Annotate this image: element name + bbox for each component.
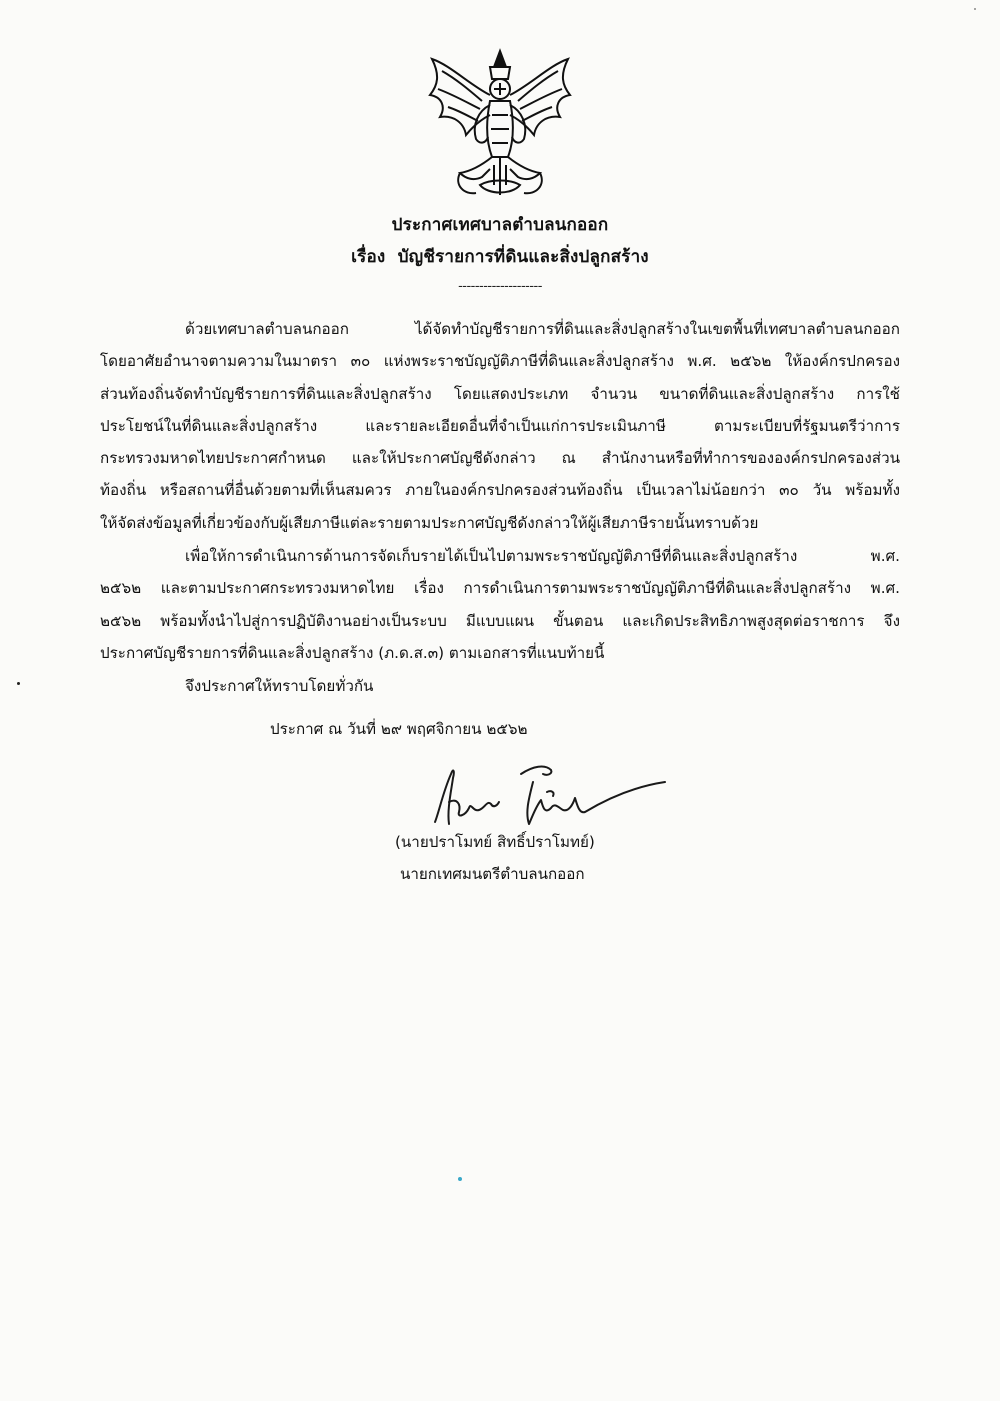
announcement-subject — [0, 243, 1000, 270]
garuda-emblem-icon — [420, 45, 580, 205]
paragraph-1-line: ให้จัดส่งข้อมูลที่เกี่ยวข้องกับผู้เสียภาษีแต่ละรายตามประกาศบัญชีดังกล่าวให้ผู้เสียภาษีรายนั้นทราบด้วย — [100, 513, 759, 532]
signatory-name: (นายปราโมทย์ สิทธิ์ปราโมทย์) — [395, 833, 595, 851]
scan-speck — [458, 1177, 462, 1181]
paragraph-2-line: เพื่อให้การดำเนินการด้านการจัดเก็บรายได้เป็นไปตามพระราชบัญญัติภาษีที่ดินและสิ่งปลูกสร้าง พ.ศ. — [185, 547, 900, 565]
paragraph-1-line: ส่วนท้องถิ่นจัดทำบัญชีรายการที่ดินและสิ่งปลูกสร้าง โดยแสดงประเภท จำนวน ขนาดที่ดินและสิ่งปลูกสร้าง การใช้ — [100, 384, 900, 403]
signatory-position: นายกเทศมนตรีตำบลนกออก — [400, 865, 585, 883]
scan-speck — [17, 682, 20, 685]
paragraph-2-line: ประกาศบัญชีรายการที่ดินและสิ่งปลูกสร้าง (ภ.ด.ส.๓) ตามเอกสารที่แนบท้ายนี้ — [100, 643, 605, 662]
paragraph-2 — [100, 540, 900, 669]
paragraph-1-line: ด้วยเทศบาลตำบลนกออก ได้จัดทำบัญชีรายการที่ดินและสิ่งปลูกสร้างในเขตพื้นที่เทศบาลตำบลนกออก — [185, 320, 900, 338]
announcement-title: ประกาศเทศบาลตำบลนกออก — [391, 215, 609, 235]
paragraph-1-line: ประโยชน์ในที่ดินและสิ่งปลูกสร้าง และรายละเอียดอื่นที่จำเป็นแก่การประเมินภาษี ตามระเบียบที่รัฐมนตรีว่าการ — [100, 416, 900, 435]
paragraph-1-line: กระทรวงมหาดไทยประกาศกำหนด และให้ประกาศบัญชีดังกล่าว ณ สำนักงานหรือที่ทำการขององค์กรปกครองส่วน — [100, 449, 900, 468]
title-separator: -------------------- — [458, 279, 542, 294]
paragraph-1-line: ท้องถิ่น หรือสถานที่อื่นด้วยตามที่เห็นสมควร ภายในองค์กรปกครองส่วนท้องถิ่น เป็นเวลาไม่น้อยกว่า ๓๐ วัน พร้อมทั้ง — [100, 481, 900, 500]
subject-text: บัญชีรายการที่ดินและสิ่งปลูกสร้าง — [397, 247, 649, 267]
scan-speck — [974, 8, 976, 10]
closing-statement: จึงประกาศให้ทราบโดยทั่วกัน — [185, 677, 374, 695]
announcement-date: ประกาศ ณ วันที่ ๒๙ พฤศจิกายน ๒๕๖๒ — [270, 720, 528, 738]
paragraph-1 — [100, 313, 900, 539]
signature-image — [425, 752, 670, 832]
paragraph-2-line: ๒๕๖๒ และตามประกาศกระทรวงมหาดไทย เรื่อง การดำเนินการตามพระราชบัญญัติภาษีที่ดินและสิ่งปลูกสร้าง พ.ศ. — [100, 579, 900, 598]
paragraph-1-line: โดยอาศัยอำนาจตามความในมาตรา ๓๐ แห่งพระราชบัญญัติภาษีที่ดินและสิ่งปลูกสร้าง พ.ศ. ๒๕๖๒ ให้องค์กรปกครอง — [100, 352, 900, 371]
paragraph-2-line: ๒๕๖๒ พร้อมทั้งนำไปสู่การปฏิบัติงานอย่างเป็นระบบ มีแบบแผน ขั้นตอน และเกิดประสิทธิภาพสูงสุดต่อราชการ จึง — [100, 611, 900, 630]
subject-label: เรื่อง — [351, 247, 386, 267]
